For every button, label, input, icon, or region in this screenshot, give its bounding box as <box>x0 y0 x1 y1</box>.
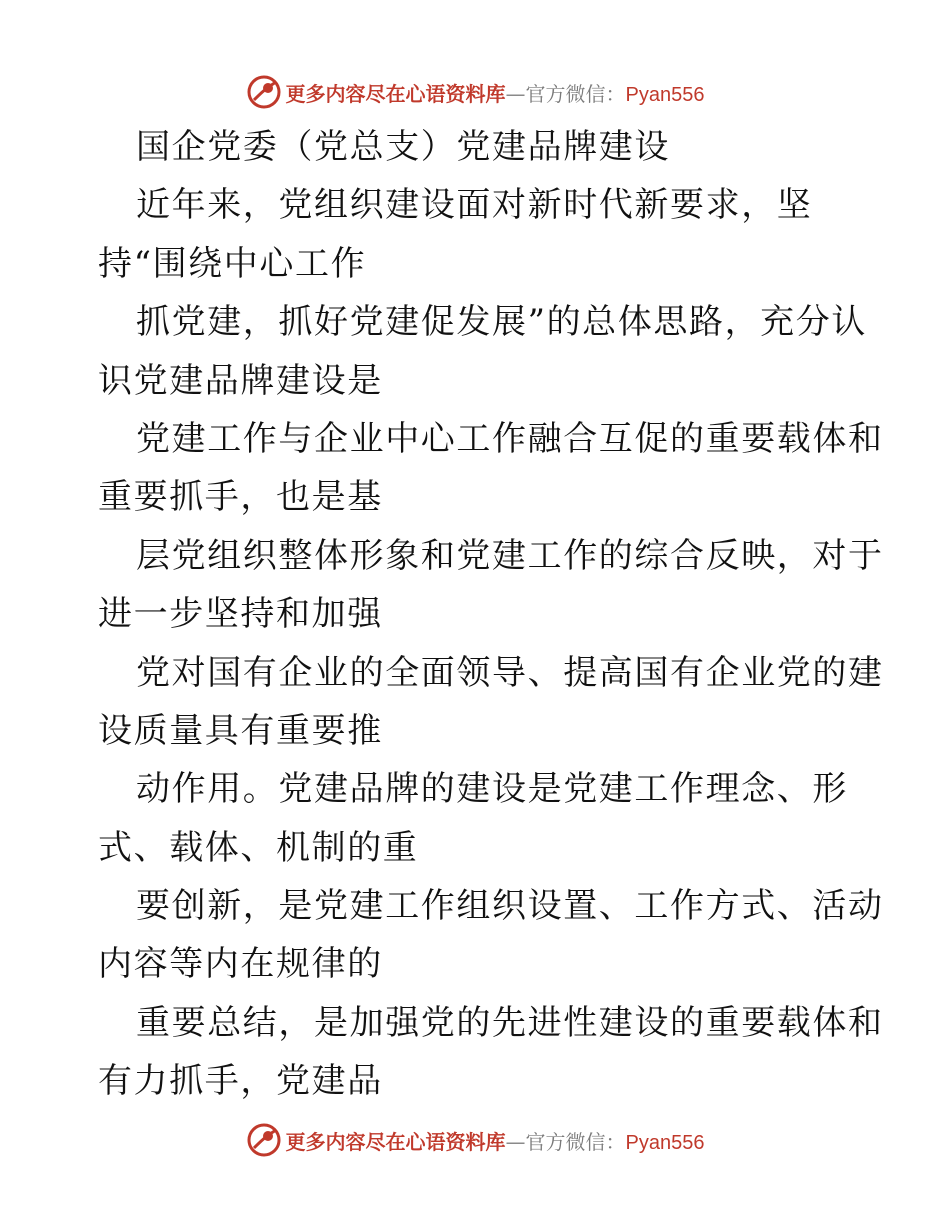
logo-icon <box>246 1122 282 1158</box>
text-line: 内容等内在规律的 <box>98 944 383 985</box>
banner-text <box>286 78 705 107</box>
banner-main-text: 更多内容尽在心语资料库 <box>285 1129 506 1154</box>
text-line: 重要抓手，也是基 <box>98 477 383 518</box>
text-line: 近年来，党组织建设面对新时代新要求，坚 <box>136 185 813 226</box>
text-line: 重要总结，是加强党的先进性建设的重要载体和 <box>136 1002 884 1043</box>
banner-id-text: Pyan556 <box>625 1131 705 1154</box>
footer-banner <box>0 1120 950 1160</box>
banner-id-text: Pyan556 <box>625 83 705 106</box>
logo-icon <box>246 74 282 110</box>
banner-text <box>286 1126 705 1155</box>
text-line: 动作用。党建品牌的建设是党建工作理念、形 <box>136 769 848 810</box>
text-line: 层党组织整体形象和党建工作的综合反映，对于 <box>136 535 884 576</box>
text-line: 进一步坚持和加强 <box>98 594 383 635</box>
banner-separator: — <box>505 81 526 106</box>
text-line: 持“围绕中心工作 <box>98 243 367 284</box>
text-line: 设质量具有重要推 <box>98 710 383 751</box>
header-banner <box>0 72 950 112</box>
document-title: 国企党委（党总支）党建品牌建设 <box>136 127 670 167</box>
text-line: 识党建品牌建设是 <box>98 360 383 401</box>
text-line: 式、载体、机制的重 <box>98 827 419 868</box>
banner-sub-text: 官方微信： <box>525 1129 626 1154</box>
text-line: 党对国有企业的全面领导、提高国有企业党的建 <box>136 652 884 693</box>
text-line: 要创新，是党建工作组织设置、工作方式、活动 <box>136 886 884 927</box>
banner-sub-text: 官方微信： <box>525 81 626 106</box>
banner-main-text: 更多内容尽在心语资料库 <box>285 81 506 106</box>
document-body <box>98 118 884 1111</box>
text-line: 党建工作与企业中心工作融合互促的重要载体和 <box>136 418 884 459</box>
text-line: 抓党建，抓好党建促发展”的总体思路，充分认 <box>136 302 867 343</box>
text-line: 有力抓手，党建品 <box>98 1061 383 1102</box>
banner-separator: — <box>505 1129 526 1154</box>
